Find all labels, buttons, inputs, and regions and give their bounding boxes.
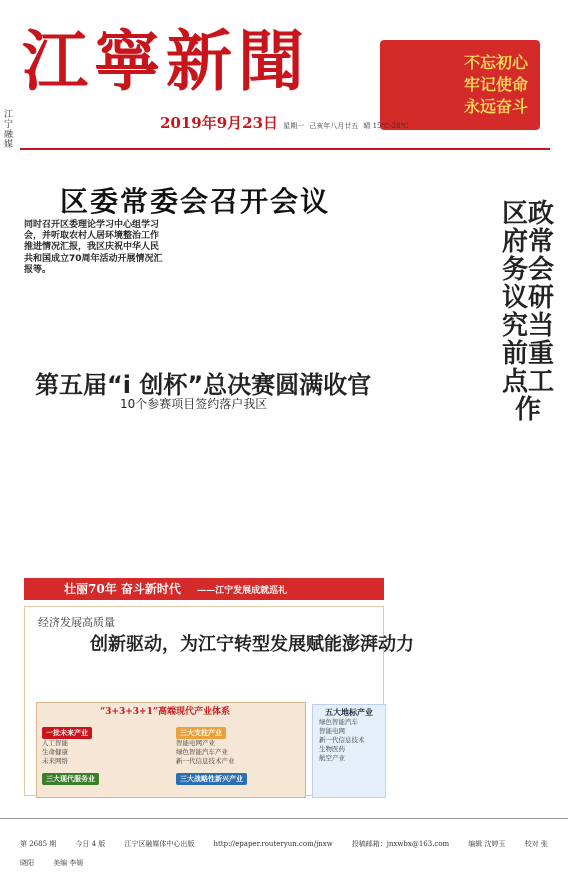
future-tag: 一批未来产业 bbox=[42, 727, 92, 739]
future-industry bbox=[42, 720, 152, 785]
lunar-date: 己亥年八月廿五 bbox=[309, 122, 359, 130]
proofreader: 校对 张晓阳 bbox=[20, 840, 548, 867]
feature-kicker: 经济发展高质量 bbox=[38, 616, 115, 629]
website[interactable]: http://epaper.routeryun.com/jnxw bbox=[213, 840, 333, 848]
logo-subtitle: 江宁融媒 bbox=[4, 110, 14, 150]
dateline bbox=[160, 112, 490, 142]
weekday: 星期一 bbox=[283, 122, 305, 130]
landmark-item: 生物医药 bbox=[319, 745, 345, 753]
pillar-industry bbox=[176, 720, 300, 785]
pillar-item: 新一代信息技术产业 bbox=[176, 757, 235, 765]
issue-number: 第 2685 期 bbox=[20, 840, 57, 848]
newspaper-logo: 江寧新聞 bbox=[22, 22, 310, 100]
strategic-tag: 三大战略性新兴产业 bbox=[176, 773, 247, 785]
slogan-line-3: 永远奋斗 bbox=[463, 97, 528, 116]
future-item: 生命健康 bbox=[42, 748, 68, 756]
landmark-item: 航空产业 bbox=[319, 754, 345, 762]
banner-tag: ——江宁发展成就巡礼 bbox=[197, 586, 288, 596]
publisher: 江宁区融媒体中心出版 bbox=[124, 840, 195, 848]
slogan-line-2: 牢记使命 bbox=[463, 75, 528, 94]
landmark-industries bbox=[312, 704, 386, 798]
lead-headline: 区委常委会召开会议 bbox=[60, 185, 331, 218]
pillar-item: 智能电网产业 bbox=[176, 739, 215, 747]
landmark-item: 新一代信息技术 bbox=[319, 736, 365, 744]
designer: 美编 李媛 bbox=[53, 859, 84, 867]
slogan-line-1: 不忘初心 bbox=[463, 53, 528, 72]
future-item: 未来网络 bbox=[42, 757, 68, 765]
date: 2019年9月23日 bbox=[160, 114, 279, 132]
side-headline: 区政府常务会议研究当前重点工作 bbox=[501, 199, 554, 425]
page-count: 今日 4 版 bbox=[75, 840, 106, 848]
email[interactable]: 投稿邮箱：jnxwbx@163.com bbox=[351, 840, 450, 848]
footer bbox=[0, 818, 568, 867]
industry-chart-title: “3+3+3+1”高端现代产业体系 bbox=[99, 707, 231, 717]
future-item: 人工智能 bbox=[42, 739, 68, 747]
masthead-rule bbox=[20, 148, 550, 150]
banner-label: 壮丽70年 奋斗新时代 bbox=[64, 582, 181, 596]
masthead bbox=[0, 0, 568, 170]
feature-title: 创新驱动，为江宁转型发展赋能澎湃动力 bbox=[90, 634, 414, 655]
special-banner bbox=[24, 578, 384, 600]
service-tag: 三大现代服务业 bbox=[42, 773, 99, 785]
weather: 晴 15℃-28℃ bbox=[363, 122, 409, 130]
sub-subtitle: 10个参赛项目签约落户我区 bbox=[120, 397, 268, 411]
editor: 编辑 沈婷玉 bbox=[468, 840, 506, 848]
pillar-tag: 三大支柱产业 bbox=[176, 727, 226, 739]
pillar-item: 绿色智能汽车产业 bbox=[176, 748, 228, 756]
sub-headline: 第五届“i 创杯”总决赛圆满收官 bbox=[35, 371, 372, 399]
landmark-item: 智能电网 bbox=[319, 727, 345, 735]
lead-summary: 同时召开区委理论学习中心组学习会，并听取农村人居环境整治工作推进情况汇报，我区庆祝中华人民共和国成立70周年活动开展情况汇报等。 bbox=[24, 220, 163, 275]
landmark-item: 绿色智能汽车 bbox=[319, 718, 358, 726]
landmark-title: 五大地标产业 bbox=[325, 707, 373, 717]
